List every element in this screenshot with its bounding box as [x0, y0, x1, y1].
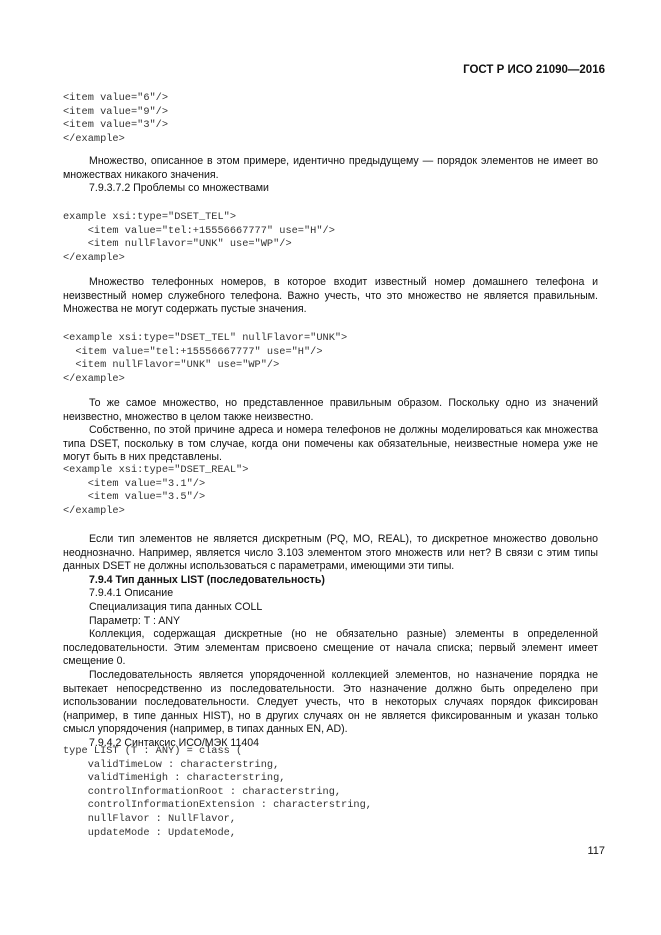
paragraph: Коллекция, содержащая дискретные (но не обязательно разные) элементы в определенной последовательности. Этим элементам присвоено смещение от начала списка; первый элемент имеет смещение 0.	[63, 628, 598, 668]
section-sets-equivalence	[63, 155, 598, 196]
code-block-4	[63, 464, 598, 518]
code-line: controlInformationExtension : characterstring,	[63, 799, 372, 812]
code-line: <item value="tel:+15556667777" use="H"/>	[63, 224, 335, 237]
code-line: updateMode : UpdateMode,	[63, 826, 237, 839]
section-correct-set	[63, 397, 598, 465]
code-line: <item value="tel:+15556667777" use="H"/>	[63, 345, 323, 358]
code-line: nullFlavor : NullFlavor,	[63, 812, 237, 825]
code-block-5	[63, 745, 598, 840]
subsection-heading: 7.9.4.2 Синтаксис ИСО/МЭК 11404	[89, 736, 260, 749]
text-line: Специализация типа данных COLL	[89, 600, 263, 613]
code-line: </example>	[63, 504, 125, 517]
section-heading: 7.9.4 Тип данных LIST (последовательность)	[89, 573, 325, 586]
code-block-3	[63, 332, 598, 386]
code-line: <example xsi:type="DSET_REAL">	[63, 464, 249, 476]
code-line: </example>	[63, 132, 125, 145]
paragraph: Если тип элементов не является дискретным (PQ, MO, REAL), то дискретное множество довольно неоднозначно. Например, является число 3.103 элементом этого множеств или нет? В связи с этим типы данных DSET не должны использоваться с параметрами, имеющими эти типы.	[63, 533, 598, 573]
code-line: </example>	[63, 372, 125, 385]
code-line: <example xsi:type="DSET_TEL" nullFlavor="UNK">	[63, 332, 348, 344]
code-line: <item value="3.1"/>	[63, 477, 206, 490]
code-block-1	[63, 92, 598, 146]
code-line: controlInformationRoot : characterstring,	[63, 785, 342, 798]
section-incorrect-set	[63, 276, 598, 317]
code-line: example xsi:type="DSET_TEL">	[63, 211, 237, 223]
code-line: <item value="9"/>	[63, 105, 169, 118]
paragraph: Множество телефонных номеров, в которое входит известный номер домашнего телефона и неизвестный номер служебного телефона. Важно учесть, что это множество не является правильным. Множества не могут содержать пустые значения.	[63, 276, 598, 316]
paragraph: То же самое множество, но представленное правильным образом. Поскольку одно из значений неизвестно, множество в целом также неизвестно.	[63, 397, 598, 423]
section-list-type	[63, 533, 598, 751]
code-line: </example>	[63, 251, 125, 264]
section-heading: 7.9.3.7.2 Проблемы со множествами	[89, 182, 269, 195]
code-line: <item nullFlavor="UNK" use="WP"/>	[63, 359, 280, 372]
code-line: <item nullFlavor="UNK" use="WP"/>	[63, 238, 292, 251]
code-line: validTimeHigh : characterstring,	[63, 772, 286, 785]
code-line: validTimeLow : characterstring,	[63, 758, 280, 771]
code-block-2	[63, 211, 598, 265]
code-line: <item value="3"/>	[63, 119, 169, 132]
code-line: <item value="6"/>	[63, 92, 169, 104]
text-line: Параметр: T : ANY	[89, 614, 181, 627]
paragraph: Множество, описанное в этом примере, идентично предыдущему — порядок элементов не имеет во множествах никакого значения.	[63, 155, 598, 181]
page-header-title: ГОСТ Р ИСО 21090—2016	[463, 64, 605, 76]
paragraph: Собственно, по этой причине адреса и номера телефонов не должны моделироваться как множества типа DSET, поскольку в том случае, когда они помечены как обязательные, неизвестные номера уже не могут быть в них представлены.	[63, 424, 598, 464]
subsection-heading: 7.9.4.1 Описание	[89, 587, 174, 600]
code-line: <item value="3.5"/>	[63, 491, 206, 504]
paragraph: Последовательность является упорядоченной коллекцией элементов, но назначение порядка не вытекает непосредственно из последовательности. Это назначение должно быть определено при использовании последовательности. Следует учесть, что в некоторых случаях порядок фиксирован (например, в типе данных HIST), но в других случаях он не является фиксированным и указан только смысл упорядочения (например, в типах данных EN, AD).	[63, 668, 598, 736]
page-number: 117	[587, 845, 605, 857]
code-line: type LIST (T : ANY) = class (	[63, 745, 243, 757]
